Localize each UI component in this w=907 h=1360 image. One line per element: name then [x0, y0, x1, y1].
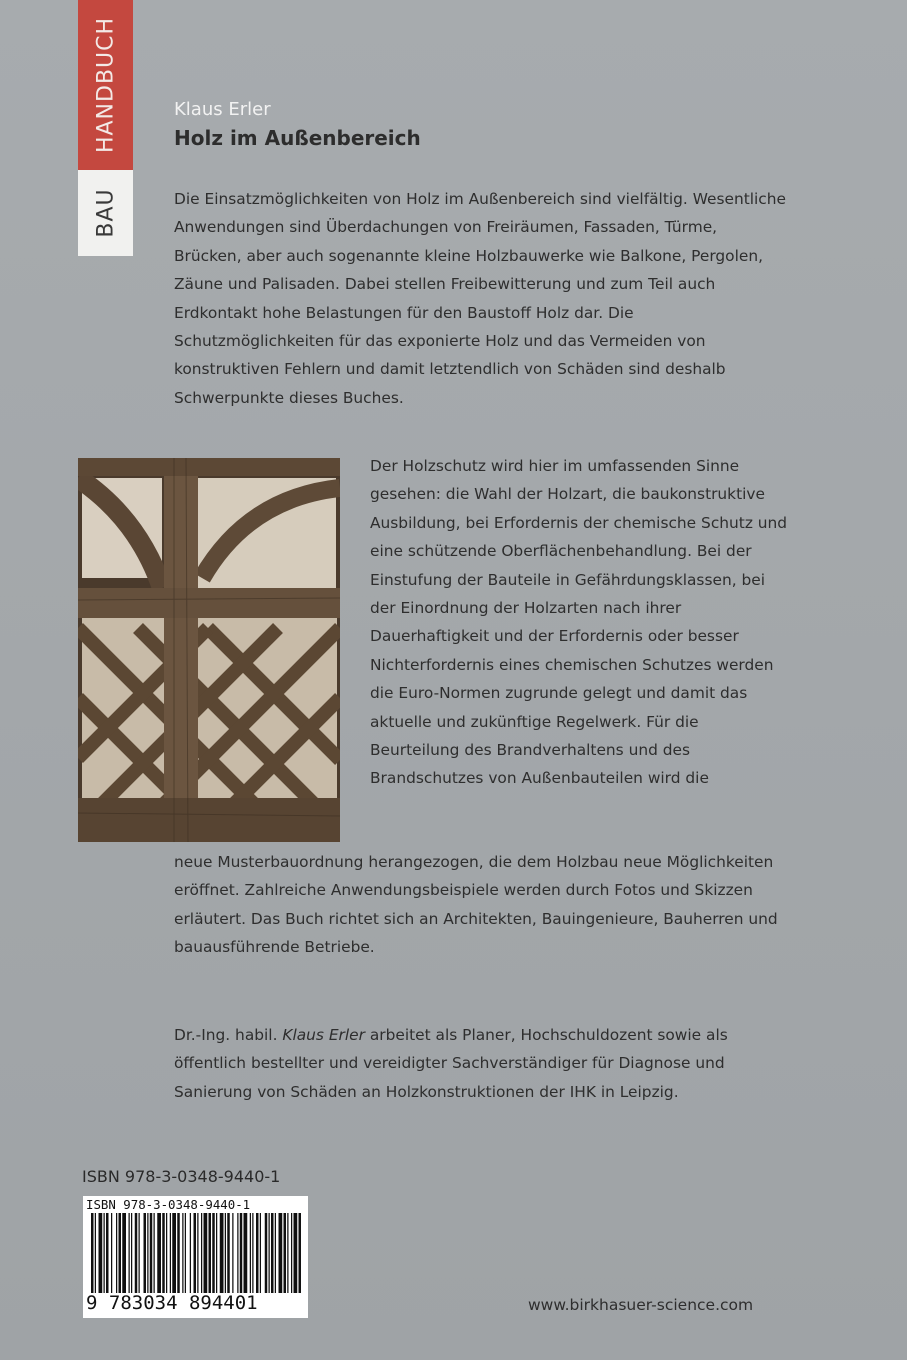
barcode-bar: [294, 1213, 298, 1293]
barcode-bar: [185, 1213, 186, 1293]
barcode-bar: [287, 1213, 288, 1293]
barcode-bar: [147, 1213, 148, 1293]
bio-prefix: Dr.-Ing. habil.: [174, 1026, 283, 1044]
barcode-bar: [284, 1213, 287, 1293]
barcode-bar: [111, 1213, 112, 1293]
barcode-bar: [212, 1213, 215, 1293]
series-label-handbuch: HANDBUCH: [93, 16, 118, 154]
barcode-bar: [256, 1213, 259, 1293]
author-name: Klaus Erler: [174, 99, 271, 120]
barcode-bar: [154, 1213, 155, 1293]
series-tab: [78, 0, 133, 256]
barcode-bar: [150, 1213, 153, 1293]
barcode-bar: [271, 1213, 274, 1293]
barcode-bar: [265, 1213, 268, 1293]
barcode-bar: [252, 1213, 253, 1293]
book-title: Holz im Außenbereich: [174, 126, 421, 150]
series-tab-red: [78, 0, 133, 170]
barcode-bar: [106, 1213, 109, 1293]
barcode-bar: [291, 1213, 292, 1293]
barcode-bar: [122, 1213, 126, 1293]
barcode-bar: [166, 1213, 167, 1293]
blurb-paragraph-3: neue Musterbauordnung herangezogen, die dem Holzbau neue Möglichkeiten eröffnet. Zahlreiche Anwendungsbeispiele werden durch Fotos und Skizzen erläutert. Das Buch richtet sich an Architekten, Bauingenieure, Bauherren und bauausführende Betriebe.: [174, 853, 778, 957]
barcode-bar: [177, 1213, 180, 1293]
barcode-bar: [95, 1213, 96, 1293]
barcode-bar: [201, 1213, 202, 1293]
barcode-bar: [275, 1213, 276, 1293]
series-label-bau: BAU: [93, 188, 118, 238]
barcode-bar: [104, 1213, 105, 1293]
timber-frame-photo: [78, 458, 340, 842]
barcode-bar: [190, 1213, 191, 1293]
barcode-bar: [135, 1213, 138, 1293]
barcode-bar: [194, 1213, 197, 1293]
barcode-bar: [299, 1213, 302, 1293]
barcode-bar: [197, 1213, 198, 1293]
barcode-bars: [85, 1213, 306, 1293]
barcode-bar: [244, 1213, 248, 1293]
barcode-bar: [131, 1213, 132, 1293]
barcode-bar: [172, 1213, 176, 1293]
barcode-bar: [139, 1213, 140, 1293]
barcode-bar: [220, 1213, 224, 1293]
barcode-bar: [237, 1213, 238, 1293]
barcode-bar: [129, 1213, 130, 1293]
barcode-bar: [232, 1213, 233, 1293]
barcode-bar: [119, 1213, 122, 1293]
publisher-url: www.birkhasuer-science.com: [528, 1296, 754, 1314]
barcode-bar: [225, 1213, 226, 1293]
barcode-bar: [204, 1213, 208, 1293]
barcode: [83, 1196, 308, 1318]
barcode-isbn-text: ISBN 978-3-0348-9440-1: [86, 1197, 251, 1212]
bio-name: Klaus Erler: [282, 1026, 365, 1044]
barcode-bar: [279, 1213, 283, 1293]
barcode-bar: [250, 1213, 251, 1293]
barcode-bar: [269, 1213, 270, 1293]
barcode-bar: [91, 1213, 94, 1293]
barcode-bar: [144, 1213, 147, 1293]
bio-rest: arbeitet als Planer, Hochschuldozent sowie als öffentlich bestellter und vereidigter Sachverständiger für Diagnose und Sanierung von Schäden an Holzkonstruktionen der IHK in Leipzig.: [174, 1026, 728, 1101]
barcode-bar: [162, 1213, 165, 1293]
isbn-label: ISBN 978-3-0348-9440-1: [82, 1167, 281, 1186]
barcode-bar: [260, 1213, 261, 1293]
barcode-digits: 9 783034 894401: [86, 1292, 258, 1314]
barcode-bar: [116, 1213, 117, 1293]
barcode-bar: [157, 1213, 161, 1293]
barcode-bar: [216, 1213, 217, 1293]
barcode-bar: [227, 1213, 230, 1293]
blurb-paragraph-1: Die Einsatzmöglichkeiten von Holz im Außenbereich sind vielfältig. Wesentliche Anwendungen sind Überdachungen von Freiräumen, Fassaden, Türme, Brücken, aber auch sogenannte kleine Holzbauwerke wie Balkone, Pergolen, Zäune und Palisaden. Dabei stellen Freibewitterung und zum Teil auch Erdkontakt hohe Belastungen für den Baustoff Holz dar. Die Schutzmöglichkeiten für das exponierte Holz und das Vermeiden von konstruktiven Fehlern und damit letztendlich von Schäden sind deshalb Schwerpunkte dieses Buches.: [174, 190, 786, 407]
barcode-bar: [99, 1213, 103, 1293]
barcode-bar: [170, 1213, 171, 1293]
blurb-paragraph-2: Der Holzschutz wird hier im umfassenden Sinne gesehen: die Wahl der Holzart, die baukonstruktive Ausbildung, bei Erfordernis der chemische Schutz und eine schützende Oberflächenbehandlung. Bei der Einstufung der Bauteile in Gefährdungsklassen, bei der Einordnung der Holzarten nach ihrer Dauerhaftigkeit und der Erfordernis oder besser Nichterfordernis eines chemischen Schutzes werden die Euro-Normen zugrunde gelegt und damit das aktuelle und zukünftige Regelwerk. Für die Beurteilung des Brandverhaltens und des Brandschutzes von Außenbauteilen wird die: [370, 457, 788, 788]
barcode-bar: [182, 1213, 183, 1293]
author-bio: [174, 1021, 786, 1106]
barcode-bar: [209, 1213, 212, 1293]
barcode-bar: [240, 1213, 243, 1293]
series-tab-white: [78, 170, 133, 256]
